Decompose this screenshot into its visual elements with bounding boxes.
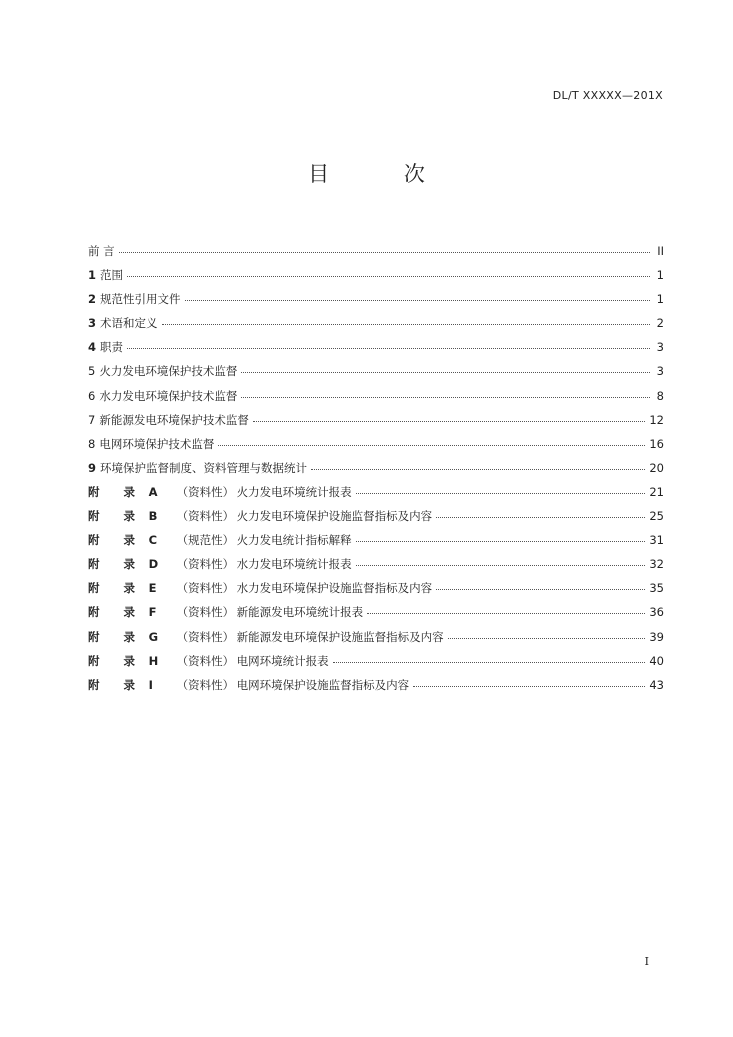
appendix-type: （资料性） xyxy=(176,484,235,499)
toc-entry-chapter-3[interactable] xyxy=(88,315,664,339)
appendix-word: 附 录 xyxy=(88,509,146,524)
appendix-title: 水力发电环境统计报表 xyxy=(236,557,352,572)
toc-entry-appendix-d[interactable] xyxy=(88,556,664,580)
appendix-letter: C xyxy=(148,533,158,548)
toc-page-number: 39 xyxy=(649,629,664,644)
toc-page-number: 12 xyxy=(649,412,664,427)
toc-entry-label xyxy=(88,460,307,476)
dot-leader xyxy=(218,445,645,446)
appendix-title: 火力发电统计指标解释 xyxy=(236,533,352,548)
toc-entry-appendix-i[interactable] xyxy=(88,677,664,701)
toc-entry-label xyxy=(88,532,352,548)
dot-leader xyxy=(448,638,646,639)
toc-entry-chapter-6[interactable] xyxy=(88,388,664,412)
appendix-title: 火力发电环境统计报表 xyxy=(236,484,352,499)
toc-page-number: 20 xyxy=(649,460,664,475)
toc-page-number: II xyxy=(657,244,664,258)
appendix-title: 火力发电环境保护设施监督指标及内容 xyxy=(236,509,433,524)
toc-entry-label xyxy=(88,556,352,572)
toc-entry-foreword[interactable] xyxy=(88,243,664,267)
chapter-number: 7 xyxy=(88,412,96,427)
appendix-letter: H xyxy=(148,653,159,668)
toc-entry-appendix-e[interactable] xyxy=(88,580,664,604)
toc-entry-label xyxy=(88,580,432,596)
toc-page-number: 16 xyxy=(649,436,664,451)
appendix-letter: A xyxy=(148,484,158,499)
toc-entry-label xyxy=(88,339,123,355)
toc-entry-label xyxy=(88,653,329,669)
table-of-contents xyxy=(88,243,664,701)
chapter-title: 范围 xyxy=(100,268,124,283)
toc-page-number: 1 xyxy=(656,268,664,283)
toc-entry-chapter-1[interactable] xyxy=(88,267,664,291)
chapter-title: 火力发电环境保护技术监督 xyxy=(99,364,238,379)
document-code: DL/T XXXXX—201X xyxy=(552,89,663,102)
dot-leader xyxy=(356,541,646,542)
dot-leader xyxy=(127,348,650,349)
chapter-number: 3 xyxy=(88,316,97,331)
appendix-letter: F xyxy=(148,605,157,620)
dot-leader xyxy=(119,252,650,253)
chapter-title: 术语和定义 xyxy=(100,316,158,331)
page-number: I xyxy=(644,955,649,968)
dot-leader xyxy=(356,565,646,566)
appendix-type: （资料性） xyxy=(176,653,235,668)
page-title: 目 次 xyxy=(308,162,459,186)
dot-leader xyxy=(367,613,645,614)
appendix-title: 电网环境统计报表 xyxy=(236,653,329,668)
toc-entry-label xyxy=(88,291,181,307)
dot-leader xyxy=(241,397,650,398)
appendix-type: （资料性） xyxy=(176,557,235,572)
dot-leader xyxy=(162,324,650,325)
toc-page-number: 40 xyxy=(649,653,664,668)
toc-entry-label xyxy=(88,363,237,379)
chapter-number: 8 xyxy=(88,436,96,451)
dot-leader xyxy=(413,686,645,687)
toc-entry-appendix-b[interactable] xyxy=(88,508,664,532)
toc-entry-label xyxy=(88,436,214,452)
toc-entry-chapter-9[interactable] xyxy=(88,460,664,484)
appendix-letter: D xyxy=(148,557,159,572)
dot-leader xyxy=(436,589,645,590)
toc-page-number: 1 xyxy=(656,292,664,307)
appendix-word: 附 录 xyxy=(88,653,146,668)
toc-entry-label xyxy=(88,412,249,428)
chapter-number: 6 xyxy=(88,388,96,403)
toc-entry-appendix-g[interactable] xyxy=(88,629,664,653)
appendix-type: （资料性） xyxy=(176,605,235,620)
appendix-word: 附 录 xyxy=(88,629,146,644)
chapter-number: 2 xyxy=(88,292,97,307)
chapter-title: 新能源发电环境保护技术监督 xyxy=(99,412,249,427)
appendix-word: 附 录 xyxy=(88,484,146,499)
dot-leader xyxy=(333,662,646,663)
toc-entry-label xyxy=(88,484,352,500)
toc-entry-chapter-5[interactable] xyxy=(88,363,664,387)
dot-leader xyxy=(241,372,650,373)
toc-entry-label xyxy=(88,508,432,524)
toc-page-number: 36 xyxy=(649,605,664,620)
chapter-number: 4 xyxy=(88,340,97,355)
appendix-word: 附 录 xyxy=(88,581,146,596)
toc-page-number: 8 xyxy=(656,388,664,403)
toc-entry-chapter-4[interactable] xyxy=(88,339,664,363)
toc-entry-chapter-7[interactable] xyxy=(88,412,664,436)
toc-entry-label xyxy=(88,629,444,645)
appendix-letter: B xyxy=(148,509,158,524)
dot-leader xyxy=(356,493,646,494)
appendix-word: 附 录 xyxy=(88,533,146,548)
chapter-number: 1 xyxy=(88,268,97,283)
appendix-title: 水力发电环境保护设施监督指标及内容 xyxy=(236,581,433,596)
toc-entry-label xyxy=(88,604,363,620)
appendix-title: 新能源发电环境统计报表 xyxy=(236,605,364,620)
toc-page-number: 2 xyxy=(656,316,664,331)
toc-page-number: 31 xyxy=(649,533,664,548)
toc-entry-label xyxy=(88,388,237,404)
toc-entry-appendix-c[interactable] xyxy=(88,532,664,556)
chapter-number: 9 xyxy=(88,460,97,475)
dot-leader xyxy=(127,276,650,277)
toc-page-number: 43 xyxy=(649,677,664,692)
toc-page-number: 3 xyxy=(656,340,664,355)
toc-entry-appendix-f[interactable] xyxy=(88,604,664,628)
toc-page-number: 25 xyxy=(649,509,664,524)
toc-page-number: 3 xyxy=(656,364,664,379)
toc-entry-appendix-a[interactable] xyxy=(88,484,664,508)
appendix-type: （资料性） xyxy=(176,581,235,596)
appendix-word: 附 录 xyxy=(88,557,146,572)
toc-entry-label xyxy=(88,677,409,693)
appendix-type: （资料性） xyxy=(176,677,235,692)
toc-page-number: 35 xyxy=(649,581,664,596)
chapter-number: 5 xyxy=(88,364,96,379)
appendix-letter: I xyxy=(148,677,153,692)
appendix-type: （资料性） xyxy=(176,629,235,644)
chapter-title: 电网环境保护技术监督 xyxy=(99,436,215,451)
dot-leader xyxy=(311,469,645,470)
appendix-letter: E xyxy=(148,581,157,596)
toc-entry-appendix-h[interactable] xyxy=(88,653,664,677)
appendix-letter: G xyxy=(148,629,159,644)
dot-leader xyxy=(253,421,646,422)
chapter-title: 水力发电环境保护技术监督 xyxy=(99,388,238,403)
chapter-title: 环境保护监督制度、资料管理与数据统计 xyxy=(100,460,308,475)
dot-leader xyxy=(436,517,645,518)
appendix-word: 附 录 xyxy=(88,605,146,620)
toc-page-number: 21 xyxy=(649,484,664,499)
toc-entry-chapter-8[interactable] xyxy=(88,436,664,460)
toc-entry-label xyxy=(88,315,158,331)
dot-leader xyxy=(185,300,650,301)
toc-page-number: 32 xyxy=(649,557,664,572)
chapter-title: 规范性引用文件 xyxy=(100,292,181,307)
toc-entry-label: 前 言 xyxy=(88,244,115,258)
appendix-title: 电网环境保护设施监督指标及内容 xyxy=(236,677,410,692)
appendix-title: 新能源发电环境保护设施监督指标及内容 xyxy=(236,629,444,644)
appendix-word: 附 录 xyxy=(88,677,146,692)
toc-entry-chapter-2[interactable] xyxy=(88,291,664,315)
toc-entry-label xyxy=(88,267,123,283)
chapter-title: 职责 xyxy=(100,340,124,355)
appendix-type: （规范性） xyxy=(176,533,235,548)
appendix-type: （资料性） xyxy=(176,509,235,524)
